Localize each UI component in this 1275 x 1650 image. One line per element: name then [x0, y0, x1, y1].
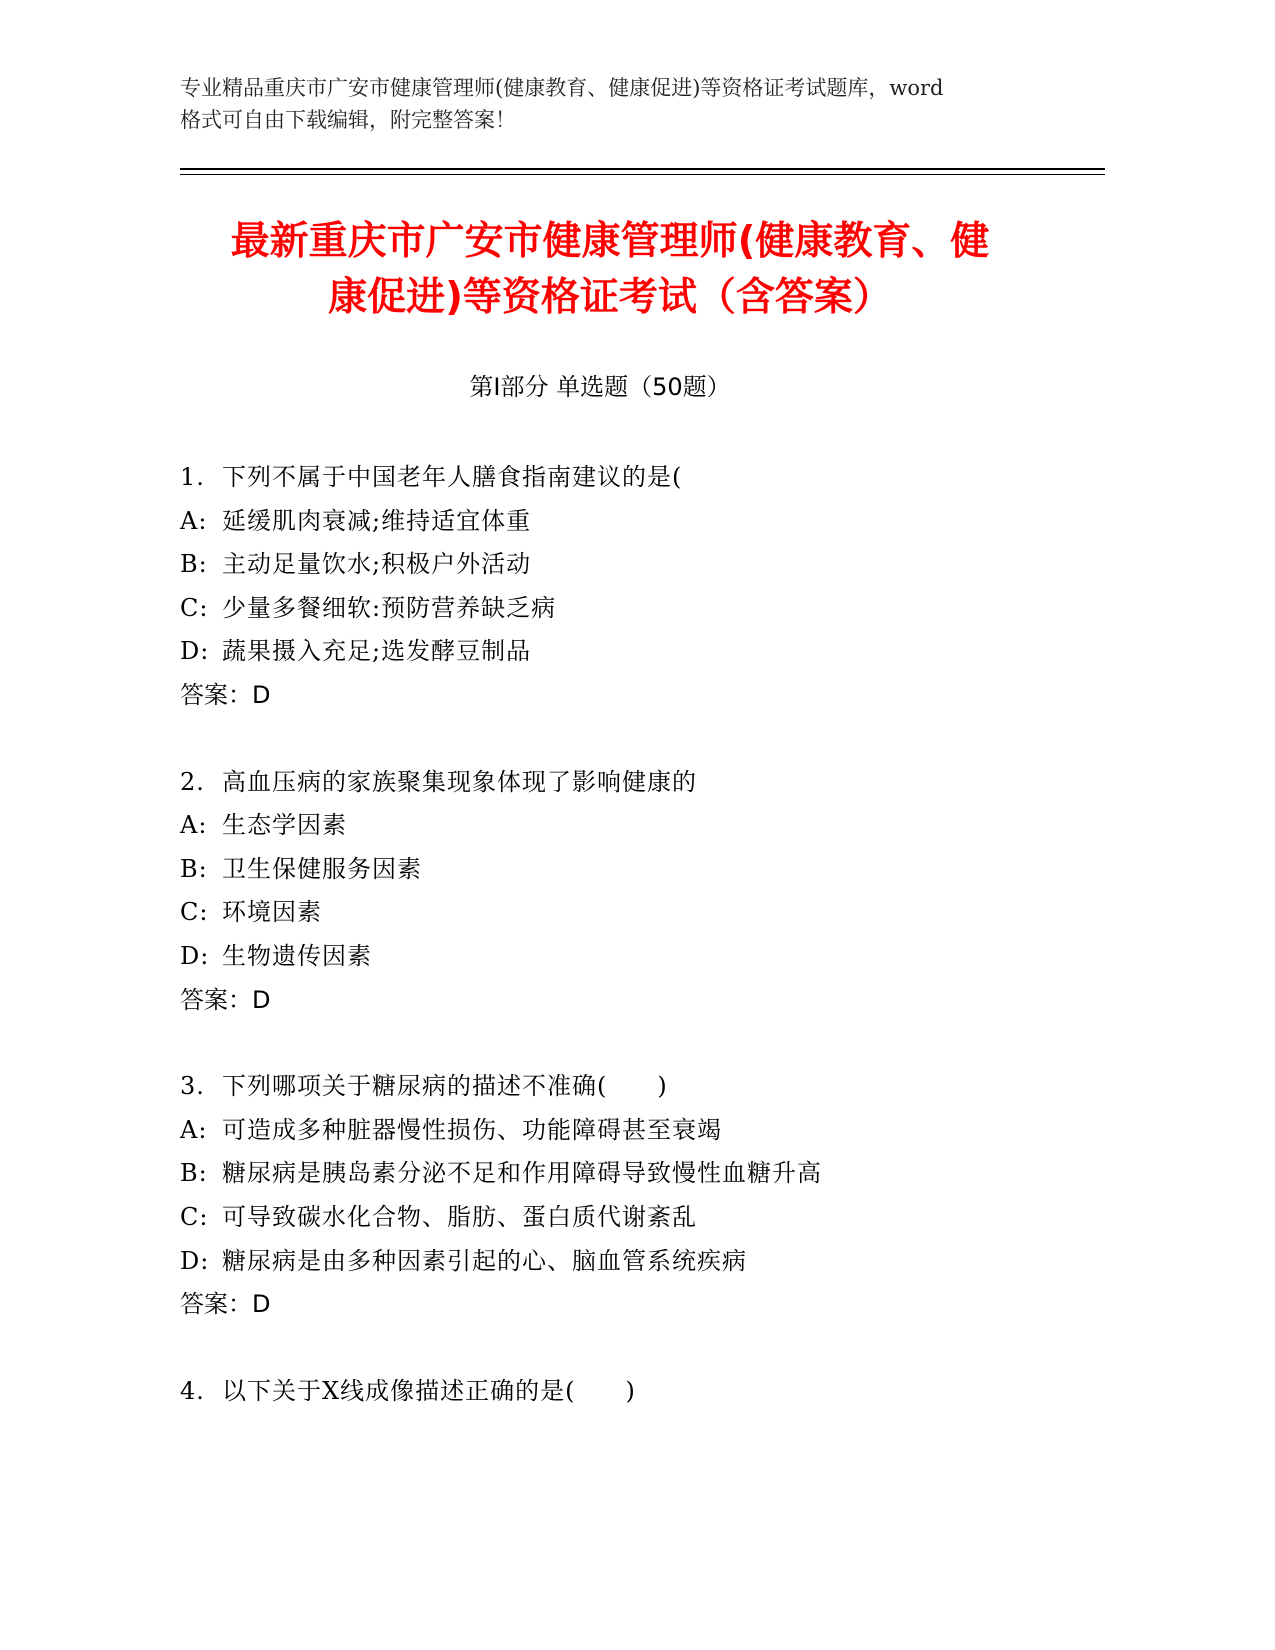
- question-number: 1.: [180, 463, 205, 491]
- option-a: [180, 500, 1140, 544]
- option-text: 环境因素: [222, 898, 322, 927]
- option-text: 主动足量饮水;积极户外活动: [222, 550, 532, 579]
- question-text: 以下关于X线成像描述正确的是( ): [222, 1376, 636, 1405]
- option-d: [180, 1240, 1140, 1284]
- header-note-line-2: 格式可自由下载编辑，附完整答案！: [180, 108, 516, 132]
- question-text: 高血压病的家族聚集现象体现了影响健康的: [222, 767, 697, 796]
- header-rule-thick: [180, 168, 1105, 170]
- question-1: [180, 456, 1140, 718]
- option-label: A:: [180, 506, 208, 535]
- option-b: [180, 848, 1140, 892]
- question-text: 下列不属于中国老年人膳食指南建议的是(: [222, 463, 683, 491]
- option-label: A:: [180, 811, 208, 840]
- option-text: 延缓肌肉衰减;维持适宜体重: [222, 506, 532, 535]
- option-d: [180, 935, 1140, 979]
- question-text: 下列哪项关于糖尿病的描述不准确( ): [222, 1072, 668, 1101]
- option-text: 糖尿病是由多种因素引起的心、脑血管系统疾病: [222, 1246, 747, 1275]
- option-c: [180, 587, 1140, 631]
- option-label: B:: [180, 854, 208, 883]
- option-c: [180, 891, 1140, 935]
- document-title-line-2: 康促进)等资格证考试（含答案）: [328, 275, 892, 320]
- option-d: [180, 630, 1140, 674]
- option-text: 少量多餐细软:预防营养缺乏病: [222, 593, 557, 622]
- option-a: [180, 804, 1140, 848]
- option-label: B:: [180, 1159, 208, 1188]
- question-stem: [180, 1065, 1140, 1109]
- question-stem: [180, 761, 1140, 805]
- question-2: [180, 761, 1140, 1023]
- question-number: 2.: [180, 767, 205, 796]
- document-title: [150, 214, 1070, 326]
- answer: 答案：D: [180, 985, 271, 1014]
- header-note: [180, 72, 1060, 136]
- option-text: 糖尿病是胰岛素分泌不足和作用障碍导致慢性血糖升高: [222, 1159, 822, 1188]
- answer: 答案：D: [180, 1290, 271, 1319]
- section-title: 第Ⅰ部分 单选题（50题）: [469, 373, 731, 401]
- header-note-line-1: 专业精品重庆市广安市健康管理师(健康教育、健康促进)等资格证考试题库，word: [180, 76, 944, 100]
- option-a: [180, 1109, 1140, 1153]
- option-text: 卫生保健服务因素: [222, 854, 422, 883]
- document-title-line-1: 最新重庆市广安市健康管理师(健康教育、健: [230, 219, 990, 264]
- option-text: 可导致碳水化合物、脂肪、蛋白质代谢紊乱: [222, 1202, 697, 1231]
- option-b: [180, 543, 1140, 587]
- option-label: D:: [180, 1246, 210, 1275]
- option-label: A:: [180, 1115, 208, 1144]
- option-text: 生态学因素: [222, 811, 347, 840]
- question-stem: [180, 456, 1140, 500]
- option-text: 可造成多种脏器慢性损伤、功能障碍甚至衰竭: [222, 1115, 722, 1144]
- option-text: 蔬果摄入充足;选发酵豆制品: [222, 637, 532, 666]
- option-label: C:: [180, 898, 209, 927]
- option-label: D:: [180, 637, 210, 666]
- option-b: [180, 1152, 1140, 1196]
- question-number: 4.: [180, 1376, 205, 1405]
- question-stem: [180, 1370, 1140, 1414]
- question-number: 3.: [180, 1072, 205, 1101]
- option-label: D:: [180, 941, 210, 970]
- option-text: 生物遗传因素: [222, 941, 372, 970]
- header-rule-thin: [180, 174, 1105, 175]
- option-label: B:: [180, 550, 208, 579]
- answer: 答案：D: [180, 680, 271, 709]
- option-c: [180, 1196, 1140, 1240]
- question-4: [180, 1370, 1140, 1414]
- question-list: [180, 456, 1140, 1456]
- option-label: C:: [180, 1202, 209, 1231]
- option-label: C:: [180, 593, 209, 622]
- question-3: [180, 1065, 1140, 1327]
